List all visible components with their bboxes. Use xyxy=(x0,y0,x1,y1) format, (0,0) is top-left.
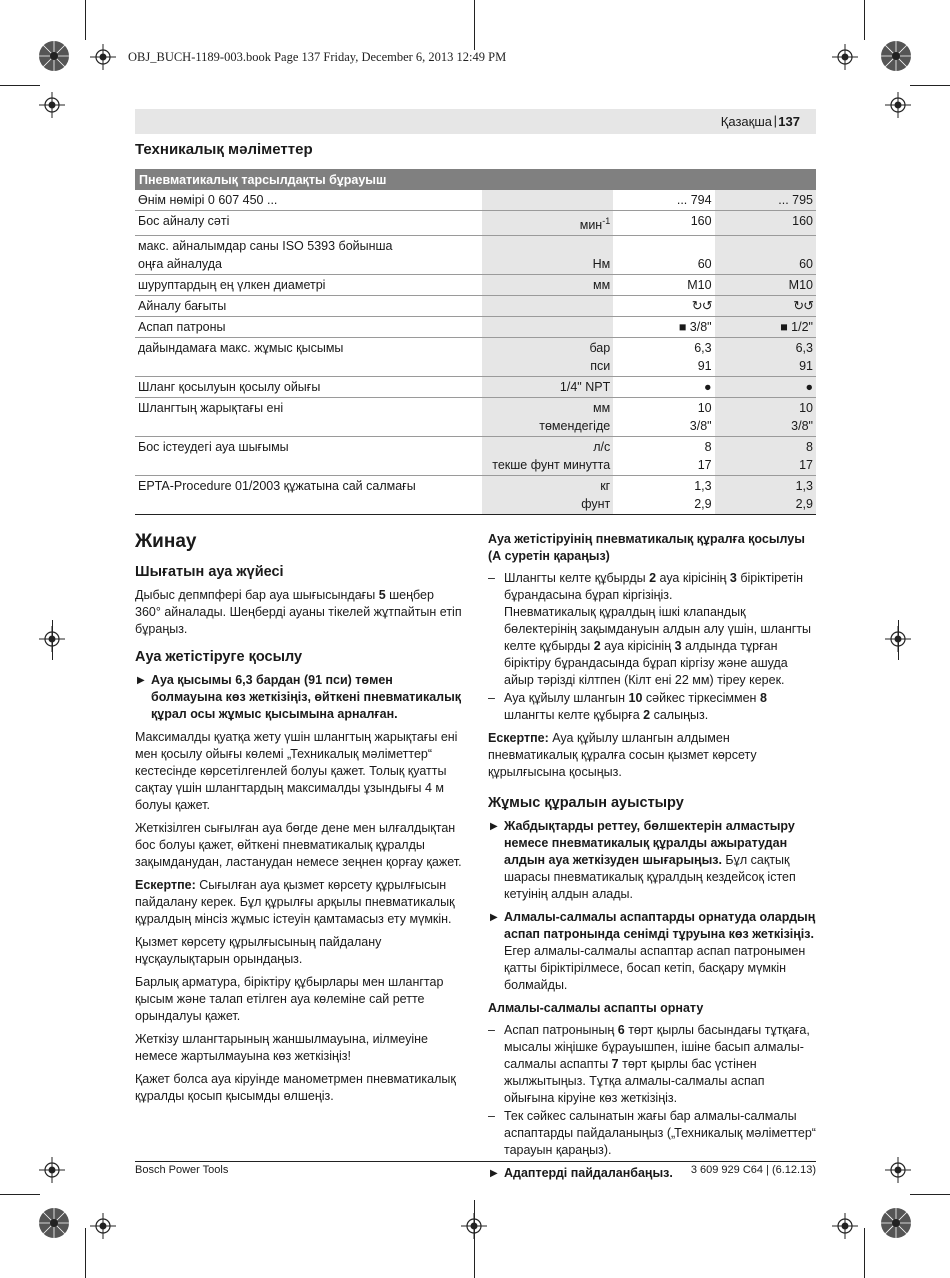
text-run: Тек сәйкес салынатын жағы бар алмалы-салмалы аспаптарды пайдаланыңыз („Техникалық мәліметтер“ тарауын қараңыз). xyxy=(504,1109,816,1157)
table-row xyxy=(135,296,816,317)
unit-superscript: -1 xyxy=(602,216,611,226)
row-value-794: ● xyxy=(613,377,714,398)
paragraph: Жеткізу шлангтарының жаншылмауына, иілмеуіне немесе жартылмауына көз жеткізіңіз! xyxy=(135,1032,428,1063)
crop-crosshair-icon xyxy=(90,1213,116,1239)
row-label: Шланг қосылуын қосылу ойығы xyxy=(135,377,482,398)
row-label: Шлангтың жарықтағы ені xyxy=(135,398,482,437)
dash-marker: – xyxy=(488,1023,495,1037)
tech-data-title: Техникалық мәліметтер xyxy=(135,141,313,158)
spec-table-header xyxy=(135,169,816,190)
table-row xyxy=(135,317,816,338)
bullet-text: Ауа қысымы 6,3 бардан (91 пси) төмен болмауына көз жеткізіңіз, өйткені пневматикалық құрал осы жұмыс қысымына арналған. xyxy=(151,673,462,721)
unit-text: мин xyxy=(579,218,603,233)
crop-line-bottom-left xyxy=(0,1194,40,1195)
text-run: Ауа құйылу шлангын xyxy=(504,691,629,705)
row-label-line-1: макс. айналымдар саны ISO 5393 бойынша xyxy=(138,239,393,254)
crop-tick-bottom-center xyxy=(474,1200,475,1278)
value-text: 1,3 xyxy=(795,479,813,494)
page-number: 137 xyxy=(778,114,800,129)
paragraph: Қызмет көрсету құрылғысының пайдалану нұсқаулықтарын орындаңыз. xyxy=(135,935,382,966)
bullet-text: Егер алмалы-салмалы аспаптар аспап патронымен қатты біріктірілмесе, босап кетіп, басқару мүмкін болмайды. xyxy=(504,944,806,992)
crop-line-left-bottom xyxy=(85,1228,86,1278)
row-value-794: M10 xyxy=(613,275,714,296)
row-unit xyxy=(482,398,614,437)
value-text-2: 3/8" xyxy=(791,419,813,434)
crop-crosshair-icon xyxy=(885,626,911,652)
blank-line xyxy=(718,237,813,255)
crop-tick-top-center xyxy=(474,0,475,50)
list-item xyxy=(488,1022,816,1107)
value-text-2: 91 xyxy=(799,359,813,374)
row-unit: 1/4" NPT xyxy=(482,377,614,398)
row-value-795 xyxy=(715,437,816,476)
crop-line-top-right xyxy=(910,85,950,86)
spec-table xyxy=(135,169,816,515)
ref-number: 6 xyxy=(617,1023,625,1037)
value-text-2: 17 xyxy=(799,458,813,473)
row-label: дайындамаға макс. жұмыс қысымы xyxy=(135,338,482,377)
footer-brand: Bosch Power Tools xyxy=(135,1164,229,1176)
row-label: Айналу бағыты xyxy=(135,296,482,317)
warning-bullet xyxy=(488,909,816,994)
connect-title: Ауа жетістіруінің пневматикалық құралға қосылуы (А суретін қараңыз) xyxy=(488,532,805,563)
note-paragraph xyxy=(488,730,816,781)
row-unit xyxy=(482,317,614,338)
value-text-2: 3/8" xyxy=(689,419,712,434)
registration-dial-icon xyxy=(38,40,70,72)
dash-marker: – xyxy=(488,571,495,585)
text-run: сәйкес тіркесіммен xyxy=(642,691,760,705)
row-label: EPTA-Procedure 01/2003 құжатына сай салмағы xyxy=(135,476,482,515)
row-value-794 xyxy=(613,437,714,476)
row-unit xyxy=(482,476,614,515)
left-column xyxy=(135,533,463,1111)
row-label: Өнім нөмірі 0 607 450 ... xyxy=(135,190,482,211)
registration-dial-icon xyxy=(38,1207,70,1239)
value-text: 1,3 xyxy=(694,479,712,494)
row-unit xyxy=(482,338,614,377)
unit-text: л/с xyxy=(593,440,611,455)
paragraph: Барлық арматура, біріктіру құбырлары мен шлангтар қысым және талап етілген ауа көлеміне сай ретте орындалуы қажет. xyxy=(135,975,444,1023)
table-row xyxy=(135,338,816,377)
unit-text-2: пси xyxy=(590,359,611,374)
bullet-triangle-icon: ▶ xyxy=(490,1168,498,1179)
dash-marker: – xyxy=(488,691,495,705)
value-text: 10 xyxy=(799,401,813,416)
warning-bullet xyxy=(488,818,816,903)
row-unit: мм xyxy=(482,275,614,296)
header-language: Қазақша xyxy=(720,114,772,129)
row-label: шуруптардың ең үлкен диаметрі xyxy=(135,275,482,296)
table-row xyxy=(135,476,816,515)
row-unit xyxy=(482,190,614,211)
row-value-795 xyxy=(715,398,816,437)
crop-crosshair-icon xyxy=(39,626,65,652)
bullet-text: Бұл сақтық шарасы пневматикалық құралдың кездейсоқ істеп кетуінің алдын алады. xyxy=(504,853,796,901)
row-value-794 xyxy=(613,236,714,275)
text-run: Шлангты келте құбырды xyxy=(504,571,650,585)
row-unit xyxy=(482,236,614,275)
list-item xyxy=(488,690,816,724)
value-text-2: 2,9 xyxy=(694,497,712,512)
note-label: Ескертпе: xyxy=(488,731,549,745)
row-value-794: ■ 3/8" xyxy=(613,317,714,338)
table-row xyxy=(135,190,816,211)
text-run: төрт қырлы басындағы тұтқаға, мысалы жіңішке бұрауышпен, ішіне басып алмалы-салмалы аспапты xyxy=(504,1023,810,1071)
registration-dial-icon xyxy=(880,40,912,72)
page-header xyxy=(135,109,816,134)
row-value-795: 160 xyxy=(715,211,816,236)
spec-table-title: Пневматикалық тарсылдақты бұрауыш xyxy=(135,169,816,190)
crop-crosshair-icon xyxy=(885,92,911,118)
table-row xyxy=(135,398,816,437)
rotation-direction-icon xyxy=(613,296,714,317)
bullet-bold-text: Адаптерді пайдаланбаңыз. xyxy=(504,1166,673,1180)
row-value-795: ■ 1/2" xyxy=(715,317,816,338)
text-run: Ауа құйылу шлангын алдымен пневматикалық құралға сосын қызмет көрсету құрылғысына қосыңыз. xyxy=(488,731,757,779)
text-run: ауа кірісінің xyxy=(600,639,675,653)
row-label-line-2: оңға айналуда xyxy=(138,257,223,272)
paragraph: Қажет болса ауа кіруінде манометрмен пневматикалық құралды қосып қысымды өлшеңіз. xyxy=(135,1072,456,1103)
unit-text-2: төмендегіде xyxy=(539,419,611,434)
text-run: алдында тұрған біріктіру бұрандасында бұрап кіргізу және ашуда айыр тәрізді кілтпен (Кілт ені 22 мм) тіреу керек. xyxy=(504,639,788,687)
row-value-794 xyxy=(613,476,714,515)
row-value-795 xyxy=(715,236,816,275)
rotation-direction-icon: ↻↺ xyxy=(691,298,712,314)
list-item xyxy=(488,1108,816,1159)
ref-number: 7 xyxy=(611,1057,619,1071)
table-row xyxy=(135,236,816,275)
text-run: Аспап патронының xyxy=(504,1023,618,1037)
ref-number: 5 xyxy=(378,588,386,602)
text-run: біріктіретін бұрандасына бұрап кіргізіңіз. xyxy=(504,571,804,602)
table-row xyxy=(135,437,816,476)
note-label: Ескертпе: xyxy=(135,878,196,892)
air-supply-title: Ауа жетістіруге қосылу xyxy=(135,649,303,665)
row-unit xyxy=(482,437,614,476)
value-text: 60 xyxy=(697,257,712,272)
bullet-triangle-icon: ▶ xyxy=(490,912,498,923)
text-run: Пневматикалық құралдың ішкі клапандық бөлектерінің зақымдануын алдын алу үшін, шлангты келте құбырды xyxy=(504,605,811,653)
row-unit xyxy=(482,296,614,317)
text-run: Дыбыс депмпфері бар ауа шығысындағы xyxy=(135,588,379,602)
rotation-direction-icon xyxy=(715,296,816,317)
value-text-2: 2,9 xyxy=(795,497,813,512)
unit-text: Нм xyxy=(592,257,611,272)
book-meta-line: OBJ_BUCH-1189-003.book Page 137 Friday, December 6, 2013 12:49 PM xyxy=(128,50,507,64)
ref-number: 8 xyxy=(759,691,767,705)
crop-crosshair-icon xyxy=(832,1213,858,1239)
row-value-794: 160 xyxy=(613,211,714,236)
row-label: Бос айналу сәті xyxy=(135,211,482,236)
section-assembly-title: Жинау xyxy=(135,531,197,552)
ref-number: 2 xyxy=(649,571,657,585)
crop-crosshair-icon xyxy=(461,1213,487,1239)
paragraph: Жеткізілген сығылған ауа бөгде дене мен ылғалдықтан бос болуы қажет, өйткені пневматикалық құралды зақымданудан, ластанудан немесе зеңнен қорғау қажет. xyxy=(135,821,462,869)
crop-crosshair-icon xyxy=(832,44,858,70)
list-item xyxy=(488,570,816,689)
row-value-795 xyxy=(715,476,816,515)
bullet-bold-text: Жабдықтарды реттеу, бөлшектерін алмастыру немесе пневматикалық құралды ажыратудан алдын ауа жеткізуден шығарыңыз. xyxy=(504,819,795,867)
ref-number: 3 xyxy=(729,571,737,585)
unit-text-2: фунт xyxy=(581,497,611,512)
value-text: 8 xyxy=(704,440,712,455)
value-text: 10 xyxy=(697,401,712,416)
unit-text: мм xyxy=(593,401,611,416)
row-value-795: M10 xyxy=(715,275,816,296)
registration-dial-icon xyxy=(880,1207,912,1239)
install-title: Алмалы-салмалы аспапты орнату xyxy=(488,1001,704,1015)
paragraph: Максималды қуатқа жету үшін шлангтың жарықтағы ені мен қосылу ойығы көлемі „Техникалық мәліметтер“ кестесінде көрсетілгенлей болуы қажет. Толық қуатты сақтау үшін шлангтардың максималды ұзындығы 4 м болуы қажет. xyxy=(135,730,458,812)
row-unit xyxy=(482,211,614,236)
right-column xyxy=(488,531,816,1188)
crop-line-left xyxy=(85,0,86,40)
crop-crosshair-icon xyxy=(39,92,65,118)
crop-line-bottom-right xyxy=(910,1194,950,1195)
bullet-triangle-icon: ▶ xyxy=(137,675,145,686)
rotation-direction-icon: ↻↺ xyxy=(793,298,813,314)
row-label xyxy=(135,236,482,275)
crop-line-top-left xyxy=(0,85,40,86)
unit-text-2: текше фунт минутта xyxy=(492,458,611,473)
text-run: Сығылған ауа қызмет көрсету құрылғысын пайдалану керек. Бұл құрылғы арқылы пневматикалық құралдың мінсіз жұмыс істеуін қамтамасыз ету мүмкін. xyxy=(135,878,455,926)
blank-line xyxy=(485,237,611,255)
footer-rule xyxy=(135,1161,816,1162)
crop-crosshair-icon xyxy=(885,1157,911,1183)
ref-number: 2 xyxy=(593,639,601,653)
value-text: 6,3 xyxy=(694,341,712,356)
table-row xyxy=(135,211,816,236)
note-paragraph xyxy=(135,877,463,928)
ref-number: 3 xyxy=(674,639,682,653)
text-run: ауа кірісінің xyxy=(656,571,730,585)
exhaust-paragraph xyxy=(135,587,463,638)
bullet-triangle-icon: ▶ xyxy=(490,821,498,832)
text-run: шеңбер 360° айналады. Шеңберді ауаны тікелей жұтпайтын етіп бұраңыз. xyxy=(135,588,462,636)
row-value-794: ... 794 xyxy=(613,190,714,211)
ref-number: 10 xyxy=(628,691,643,705)
blank-line xyxy=(616,237,711,255)
tool-change-title: Жұмыс құралын ауыстыру xyxy=(488,795,684,811)
table-row xyxy=(135,377,816,398)
footer-doc-number: 3 609 929 C64 | (6.12.13) xyxy=(690,1164,816,1176)
table-row xyxy=(135,275,816,296)
crop-crosshair-icon xyxy=(90,44,116,70)
value-text-2: 17 xyxy=(697,458,712,473)
crop-line-right-bottom xyxy=(864,1228,865,1278)
row-label: Бос істеудегі ауа шығымы xyxy=(135,437,482,476)
exhaust-title: Шығатын ауа жүйесі xyxy=(135,564,284,580)
row-value-795: ● xyxy=(715,377,816,398)
text-run: салыңыз. xyxy=(650,708,709,722)
crop-crosshair-icon xyxy=(39,1157,65,1183)
unit-text: кг xyxy=(600,479,611,494)
header-separator: | xyxy=(773,113,777,128)
warning-bullet xyxy=(135,672,463,723)
unit-text: бар xyxy=(589,341,611,356)
row-value-794 xyxy=(613,338,714,377)
row-value-795 xyxy=(715,338,816,377)
value-text-2: 91 xyxy=(697,359,712,374)
text-run: төрт қырлы бас үстінен жылжытыңыз. Тұтқа алмалы-салмалы аспап ойығына кіруіне көз жеткізіңіз. xyxy=(504,1057,765,1105)
crop-line-right xyxy=(864,0,865,40)
dash-marker: – xyxy=(488,1109,495,1123)
value-text: 6,3 xyxy=(795,341,813,356)
value-text: 60 xyxy=(799,257,813,272)
text-run: шлангты келте құбырға xyxy=(504,708,644,722)
value-text: 8 xyxy=(806,440,813,455)
row-label: Аспап патроны xyxy=(135,317,482,338)
row-value-794 xyxy=(613,398,714,437)
row-value-795: ... 795 xyxy=(715,190,816,211)
ref-number: 2 xyxy=(643,708,651,722)
bullet-bold-text: Алмалы-салмалы аспаптарды орнатуда олардың аспап патронында сенімді тұруына көз жеткізіңіз. xyxy=(504,910,816,941)
